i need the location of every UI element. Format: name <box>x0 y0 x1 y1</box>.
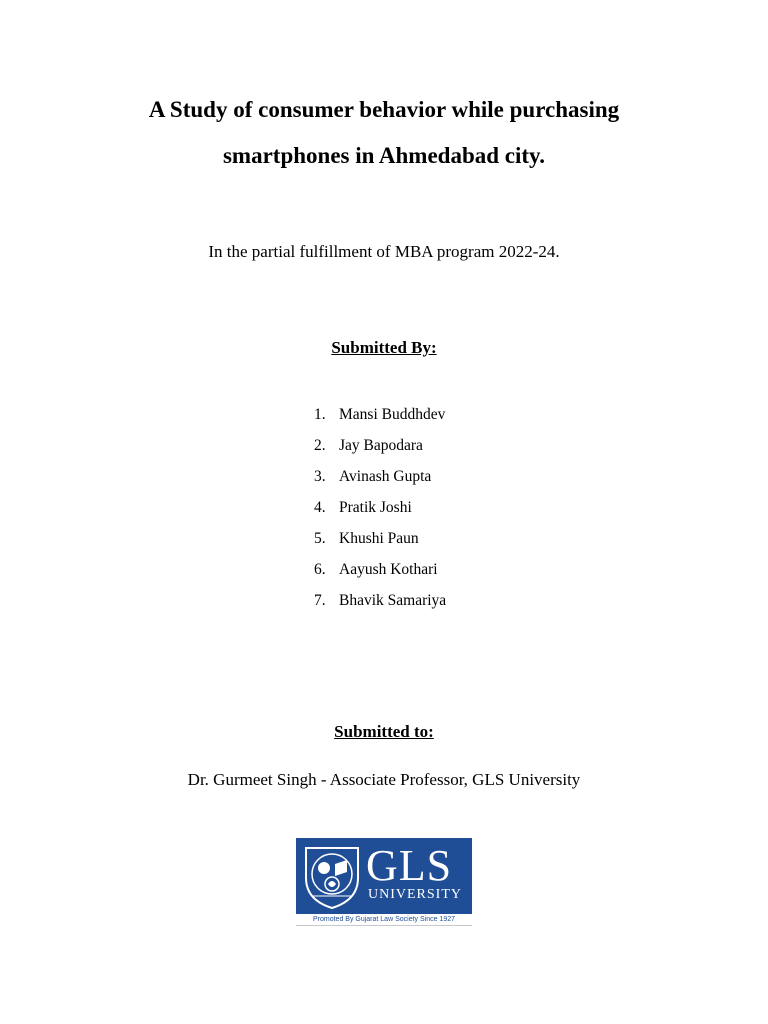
submitted-to-heading: Submitted to: <box>334 722 434 741</box>
author-name: Mansi Buddhdev <box>339 406 446 423</box>
author-name: Avinash Gupta <box>339 468 432 485</box>
author-item <box>314 466 446 497</box>
author-number: 6. <box>314 561 326 578</box>
author-item <box>314 435 446 466</box>
author-item <box>314 559 446 590</box>
author-item <box>314 528 446 559</box>
author-name: Aayush Kothari <box>339 561 438 578</box>
author-number: 1. <box>314 406 326 423</box>
submitted-by-heading: Submitted By: <box>331 338 437 357</box>
document-title-line-1: A Study of consumer behavior while purchasing <box>148 97 620 122</box>
logo-name: GLS <box>366 841 453 890</box>
author-name: Jay Bapodara <box>339 437 423 454</box>
author-number: 4. <box>314 499 326 516</box>
author-name: Khushi Paun <box>339 530 419 547</box>
author-number: 5. <box>314 530 326 547</box>
author-item <box>314 404 446 435</box>
document-title-line-2: smartphones in Ahmedabad city. <box>222 143 546 168</box>
author-item <box>314 497 446 528</box>
author-name: Bhavik Samariya <box>339 592 447 609</box>
gls-university-logo <box>296 838 472 926</box>
author-item <box>314 590 446 621</box>
author-list <box>314 404 446 621</box>
logo-tagline: Promoted By Gujarat Law Society Since 1927 <box>296 914 472 925</box>
advisor-name: Dr. Gurmeet Singh - Associate Professor, GLS University <box>187 770 581 789</box>
author-name: Pratik Joshi <box>339 499 412 516</box>
gls-seal-icon <box>302 844 362 910</box>
program-subtitle: In the partial fulfillment of MBA program 2022-24. <box>208 242 560 261</box>
logo-subtitle: UNIVERSITY <box>368 887 462 902</box>
author-number: 7. <box>314 592 326 609</box>
author-number: 2. <box>314 437 326 454</box>
author-number: 3. <box>314 468 326 485</box>
